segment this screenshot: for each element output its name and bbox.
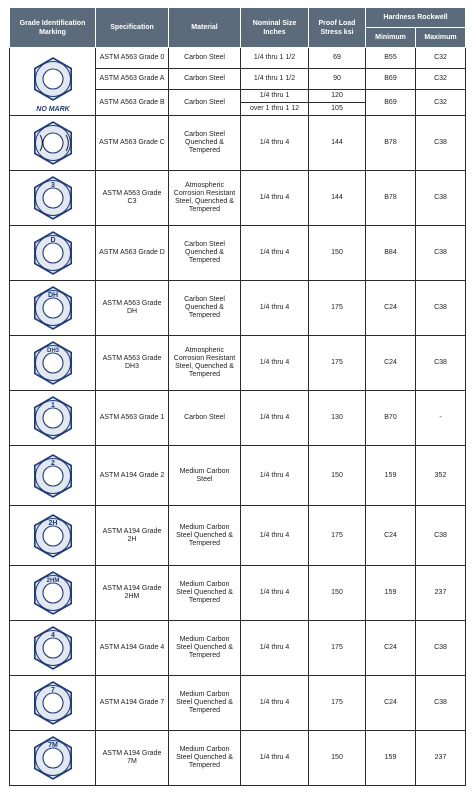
table-row — [10, 171, 466, 226]
header-maximum: Maximum — [416, 28, 466, 48]
hex-nut-graphic — [23, 118, 83, 168]
nut-mark-text: D — [49, 237, 56, 244]
max-cell: C38 — [416, 676, 466, 731]
nut-marking-cell — [10, 731, 96, 786]
spec-cell: ASTM A563 Grade B — [96, 90, 169, 116]
header-nominal-size: Nominal Size Inches — [241, 8, 309, 48]
hex-nut-graphic — [23, 568, 83, 618]
nut-marking-cell — [10, 226, 96, 281]
spec-cell: ASTM A194 Grade 7 — [96, 676, 169, 731]
min-cell: C24 — [366, 336, 416, 391]
nut-mark-text: 2 — [50, 459, 55, 467]
spec-cell: ASTM A194 Grade 2HM — [96, 566, 169, 621]
table-row — [10, 506, 466, 566]
hex-nut-graphic — [23, 173, 83, 223]
nut-icon — [10, 228, 95, 278]
material-cell: Atmospheric Corrosion Resistant Steel, Quenched & Tempered — [169, 336, 241, 391]
hex-nut-graphic — [23, 393, 83, 443]
spec-cell: ASTM A194 Grade 2H — [96, 506, 169, 566]
hex-nut-graphic — [23, 228, 83, 278]
table-row — [10, 48, 466, 69]
size-cell: 1/4 thru 4 — [241, 731, 309, 786]
material-cell: Carbon Steel — [169, 48, 241, 69]
nut-marking-cell — [10, 566, 96, 621]
material-cell: Medium Carbon Steel Quenched & Tempered — [169, 566, 241, 621]
nut-marking-cell — [10, 336, 96, 391]
size-cell: 1/4 thru 4 — [241, 336, 309, 391]
max-cell: 237 — [416, 566, 466, 621]
max-cell: C32 — [416, 90, 466, 116]
table-row — [10, 621, 466, 676]
nut-mark-text: 4 — [50, 632, 55, 639]
hex-nut-graphic — [23, 283, 83, 333]
size-cell: 1/4 thru 4 — [241, 391, 309, 446]
hex-nut-graphic — [23, 51, 83, 113]
grade-table-container — [9, 7, 465, 786]
nut-marking-cell — [10, 48, 96, 116]
header-material: Material — [169, 8, 241, 48]
nut-mark-text: 7 — [50, 687, 55, 694]
size-cell: 1/4 thru 1 — [241, 90, 309, 103]
table-row — [10, 676, 466, 731]
no-mark-label: NO MARK — [35, 105, 70, 113]
max-cell: C38 — [416, 506, 466, 566]
proof-cell: 144 — [309, 116, 366, 171]
max-cell: C38 — [416, 171, 466, 226]
size-cell: 1/4 thru 4 — [241, 621, 309, 676]
proof-cell: 90 — [309, 69, 366, 90]
table-row — [10, 281, 466, 336]
nut-icon — [10, 51, 95, 113]
header-minimum: Minimum — [366, 28, 416, 48]
nut-mark-text: DH — [47, 292, 58, 299]
grade-identification-table — [9, 7, 466, 786]
hex-nut-graphic — [23, 623, 83, 673]
proof-cell: 130 — [309, 391, 366, 446]
spec-cell: ASTM A563 Grade C — [96, 116, 169, 171]
size-cell: 1/4 thru 1 1/2 — [241, 48, 309, 69]
nut-mark-text: 3 — [50, 182, 55, 189]
nut-marking-cell — [10, 506, 96, 566]
nut-marking-cell — [10, 391, 96, 446]
min-cell: B84 — [366, 226, 416, 281]
proof-cell: 150 — [309, 731, 366, 786]
spec-cell: ASTM A563 Grade D — [96, 226, 169, 281]
header-specification: Specification — [96, 8, 169, 48]
min-cell: C24 — [366, 621, 416, 676]
min-cell: C24 — [366, 676, 416, 731]
material-cell: Carbon Steel — [169, 90, 241, 116]
nut-marking-cell — [10, 446, 96, 506]
table-row — [10, 566, 466, 621]
proof-cell: 175 — [309, 336, 366, 391]
min-cell: C24 — [366, 281, 416, 336]
proof-cell: 69 — [309, 48, 366, 69]
table-row — [10, 336, 466, 391]
spec-cell: ASTM A563 Grade 0 — [96, 48, 169, 69]
hex-nut-graphic — [23, 338, 83, 388]
min-cell: 159 — [366, 731, 416, 786]
max-cell: C38 — [416, 281, 466, 336]
table-row — [10, 116, 466, 171]
nut-icon — [10, 511, 95, 561]
hex-nut-graphic — [23, 678, 83, 728]
max-cell: C38 — [416, 226, 466, 281]
material-cell: Carbon Steel Quenched & Tempered — [169, 226, 241, 281]
size-cell: 1/4 thru 4 — [241, 566, 309, 621]
spec-cell: ASTM A563 Grade C3 — [96, 171, 169, 226]
proof-cell: 120 — [309, 90, 366, 103]
proof-cell: 175 — [309, 676, 366, 731]
nut-marking-cell — [10, 171, 96, 226]
min-cell: C24 — [366, 506, 416, 566]
material-cell: Carbon Steel — [169, 391, 241, 446]
size-cell: 1/4 thru 4 — [241, 116, 309, 171]
proof-cell: 105 — [309, 103, 366, 116]
nut-mark-text: 2H — [48, 519, 57, 527]
nut-icon — [10, 733, 95, 783]
nut-icon — [10, 338, 95, 388]
nut-icon — [10, 678, 95, 728]
max-cell: C38 — [416, 336, 466, 391]
nut-mark-text: 7M — [47, 742, 58, 749]
min-cell: B78 — [366, 116, 416, 171]
max-cell: C38 — [416, 116, 466, 171]
material-cell: Carbon Steel — [169, 69, 241, 90]
max-cell: C32 — [416, 69, 466, 90]
min-cell: B70 — [366, 391, 416, 446]
nut-icon — [10, 623, 95, 673]
material-cell: Medium Carbon Steel — [169, 446, 241, 506]
max-cell: - — [416, 391, 466, 446]
size-cell: 1/4 thru 4 — [241, 506, 309, 566]
nut-icon — [10, 118, 95, 168]
nut-marking-cell — [10, 621, 96, 676]
material-cell: Medium Carbon Steel Quenched & Tempered — [169, 731, 241, 786]
header-proof-load: Proof Load Stress ksi — [309, 8, 366, 48]
header-marking: Grade Identification Marking — [10, 8, 96, 48]
material-cell: Medium Carbon Steel Quenched & Tempered — [169, 506, 241, 566]
min-cell: B69 — [366, 69, 416, 90]
spec-cell: ASTM A563 Grade DH — [96, 281, 169, 336]
nut-marking-cell — [10, 116, 96, 171]
size-cell: 1/4 thru 4 — [241, 281, 309, 336]
max-cell: C32 — [416, 48, 466, 69]
nut-marking-cell — [10, 281, 96, 336]
proof-cell: 144 — [309, 171, 366, 226]
size-cell: 1/4 thru 1 1/2 — [241, 69, 309, 90]
nut-icon — [10, 393, 95, 443]
nut-mark-text: 1 — [50, 402, 55, 409]
size-cell: 1/4 thru 4 — [241, 446, 309, 506]
table-row — [10, 226, 466, 281]
table-row — [10, 391, 466, 446]
material-cell: Atmospheric Corrosion Resistant Steel, Quenched & Tempered — [169, 171, 241, 226]
max-cell: 352 — [416, 446, 466, 506]
material-cell: Carbon Steel Quenched & Tempered — [169, 281, 241, 336]
spec-cell: ASTM A194 Grade 4 — [96, 621, 169, 676]
size-cell: 1/4 thru 4 — [241, 171, 309, 226]
spec-cell: ASTM A563 Grade 1 — [96, 391, 169, 446]
hex-nut-graphic — [23, 511, 83, 561]
max-cell: 237 — [416, 731, 466, 786]
spec-cell: ASTM A194 Grade 2 — [96, 446, 169, 506]
hex-nut-graphic — [23, 733, 83, 783]
spec-cell: ASTM A194 Grade 7M — [96, 731, 169, 786]
nut-icon — [10, 283, 95, 333]
size-cell: over 1 thru 1 12 — [241, 103, 309, 116]
nut-icon — [10, 568, 95, 618]
nut-marking-cell — [10, 676, 96, 731]
min-cell: B69 — [366, 90, 416, 116]
max-cell: C38 — [416, 621, 466, 676]
min-cell: 159 — [366, 566, 416, 621]
size-cell: 1/4 thru 4 — [241, 226, 309, 281]
proof-cell: 175 — [309, 506, 366, 566]
proof-cell: 150 — [309, 566, 366, 621]
spec-cell: ASTM A563 Grade A — [96, 69, 169, 90]
material-cell: Medium Carbon Steel Quenched & Tempered — [169, 621, 241, 676]
nut-mark-text: DH3 — [46, 348, 59, 354]
table-row — [10, 731, 466, 786]
material-cell: Carbon Steel Quenched & Tempered — [169, 116, 241, 171]
proof-cell: 150 — [309, 446, 366, 506]
table-row — [10, 446, 466, 506]
hex-nut-graphic — [23, 451, 83, 501]
nut-mark-text: 2HM — [46, 578, 59, 584]
spec-cell: ASTM A563 Grade DH3 — [96, 336, 169, 391]
min-cell: B78 — [366, 171, 416, 226]
proof-cell: 175 — [309, 621, 366, 676]
table-body — [10, 48, 466, 786]
size-cell: 1/4 thru 4 — [241, 676, 309, 731]
proof-cell: 150 — [309, 226, 366, 281]
nut-icon — [10, 451, 95, 501]
nut-icon — [10, 173, 95, 223]
min-cell: 159 — [366, 446, 416, 506]
min-cell: B55 — [366, 48, 416, 69]
material-cell: Medium Carbon Steel Quenched & Tempered — [169, 676, 241, 731]
header-hardness: Hardness Rockwell — [366, 8, 466, 28]
proof-cell: 175 — [309, 281, 366, 336]
